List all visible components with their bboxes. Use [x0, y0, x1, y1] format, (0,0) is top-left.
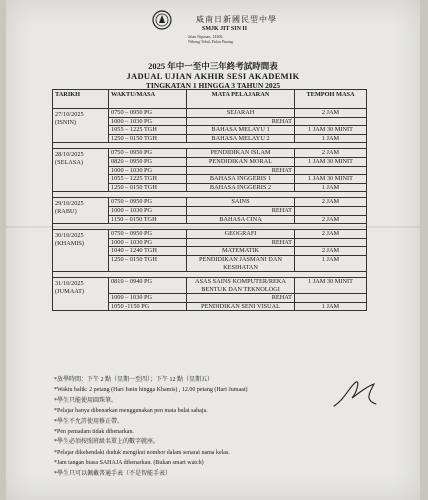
time-cell: 1000 – 1030 PG — [109, 294, 187, 303]
subject-cell: BAHASA MELAYU 1 — [187, 126, 295, 135]
subject-cell: MATEMATIK — [187, 247, 295, 256]
exam-notes — [54, 375, 374, 479]
duration-cell: 1 JAM — [295, 302, 367, 311]
day-name: (SELASA) — [55, 159, 83, 167]
time-cell: 0750 – 0950 PG — [109, 149, 187, 158]
time-cell: 0750 – 0950 PG — [109, 198, 187, 207]
time-cell: 1250 – 0150 TGH — [109, 183, 187, 192]
duration-cell: 2 JAM — [295, 198, 367, 207]
note-line: *學生必須按照班級名單上的數字就座。 — [54, 439, 160, 446]
time-cell: 0750 – 0950 PG — [109, 109, 187, 118]
duration-cell: 1 JAM 30 MINIT — [295, 126, 367, 135]
table-row — [53, 230, 367, 239]
subject-cell: REHAT — [187, 117, 295, 126]
address-line: Nibong Tebal, Pulau Pinang — [188, 39, 233, 44]
subject-cell: PENDIDIKAN SENI VISUAL — [187, 302, 295, 311]
subject-cell: PENDIDIKAN MORAL — [187, 157, 295, 166]
table-row — [53, 198, 367, 207]
header-duration: TEMPOH MASA — [295, 90, 367, 109]
subject-cell: PENDIDIKAN JASMANI DAN KESIHATAN — [187, 255, 295, 271]
note-line: *學生不允許使用修正帶。 — [54, 418, 124, 425]
duration-cell — [295, 117, 367, 126]
title-chinese: 2025 年中一至中三年終考試時間表 — [148, 61, 278, 71]
note-line: *放學時間：下午 2 點（星期一至四）；下午 12 點（星期五） — [54, 377, 214, 383]
title-grade-range: TINGKATAN 1 HINGGA 3 TAHUN 2025 — [145, 81, 281, 90]
subject-cell: BAHASA INGGERIS 2 — [187, 183, 295, 192]
note-line: *Waktu balik: 2 petang (Hari Isnin hingga Khamis) , 12.00 petang (Hari Jumaat) — [54, 387, 248, 394]
note-line: *學生只能使用圓珠筆。 — [54, 397, 118, 404]
note-line: *Pelajar hanya dibenarkan menggunakan pen mata bulat sahaja. — [54, 408, 208, 415]
day-name: (ISNIN) — [55, 119, 76, 126]
time-cell: 1000 – 1030 PG — [109, 117, 187, 126]
day-date: 28/10/2025 — [55, 151, 84, 159]
school-name-chinese: 威南日新國民型中學 — [196, 15, 277, 24]
address-line: Jalan Nipasan, 14300, — [188, 34, 224, 39]
day-date-cell — [53, 149, 109, 192]
time-cell: 1150 – 0150 TGH — [109, 215, 187, 224]
subject-cell: BAHASA MELAYU 2 — [187, 134, 295, 143]
time-cell: 1055 – 1225 TGH — [109, 126, 187, 135]
day-date: 29/10/2025 — [55, 200, 84, 208]
day-date: 27/10/2025 — [55, 111, 84, 118]
duration-cell: 1 JAM — [295, 255, 367, 271]
school-address — [188, 34, 233, 44]
day-date-cell — [53, 198, 109, 224]
time-cell: 1000 – 1030 PG — [109, 166, 187, 175]
note-line: *Pelajar dikehendaki duduk mengikut nombor dalam senarai nama kelas. — [54, 449, 230, 456]
table-row — [53, 278, 367, 294]
day-date-cell — [53, 278, 109, 311]
subject-cell: REHAT — [187, 238, 295, 247]
duration-cell: 2 JAM — [295, 247, 367, 256]
duration-cell: 2 JAM — [295, 230, 367, 239]
note-line: *Jam tangan biasa SAHAJA dibenarkan. (Bukan smart watch) — [54, 460, 204, 467]
time-cell: 1050 -1150 PG — [109, 302, 187, 311]
duration-cell: 1 JAM 30 MINIT — [295, 157, 367, 166]
subject-cell: SAINS — [187, 198, 295, 207]
table-header-row — [53, 90, 367, 109]
signature — [330, 378, 380, 412]
time-cell: 0810 – 0940 PG — [109, 278, 187, 294]
header-subject: MATA PELAJARAN — [187, 90, 295, 109]
school-logo — [152, 10, 172, 30]
duration-cell — [295, 206, 367, 215]
schedule-body — [53, 109, 367, 311]
time-cell: 1000 – 1030 PG — [109, 206, 187, 215]
time-cell: 1250 – 0150 TGH — [109, 134, 187, 143]
time-cell: 1250 – 0150 TGH — [109, 255, 187, 271]
day-date-cell — [53, 230, 109, 272]
duration-cell: 1 JAM 30 MINIT — [295, 278, 367, 294]
duration-cell: 1 JAM 30 MINIT — [295, 175, 367, 184]
subject-cell: BAHASA INGGERIS 1 — [187, 175, 295, 184]
subject-cell: GEOGRAFI — [187, 230, 295, 239]
duration-cell — [295, 238, 367, 247]
subject-cell: REHAT — [187, 206, 295, 215]
time-cell: 1055 – 1225 TGH — [109, 175, 187, 184]
time-cell: 1040 – 1240 TGH — [109, 247, 187, 256]
subject-cell: SEJARAH — [187, 109, 295, 118]
header-time: WAKTU/MASA — [109, 90, 187, 109]
time-cell: 0820 – 0950 PG — [109, 157, 187, 166]
day-date: 31/10/2025 — [55, 280, 84, 288]
duration-cell: 1 JAM — [295, 134, 367, 143]
subject-cell: BAHASA CINA — [187, 215, 295, 224]
subject-cell: PENDIDIKAN ISLAM — [187, 149, 295, 158]
duration-cell: 2 JAM — [295, 149, 367, 158]
note-line: *學生只可以佩戴普通手表（不是智能手表） — [54, 470, 172, 477]
day-date-cell — [53, 109, 109, 143]
day-name: (RABU) — [55, 208, 77, 216]
day-name: (KHAMIS) — [55, 240, 85, 248]
school-name-malay: SMJK JIT SIN II — [202, 26, 248, 32]
duration-cell — [295, 166, 367, 175]
subject-cell: REHAT — [187, 294, 295, 303]
duration-cell: 2 JAM — [295, 215, 367, 224]
day-date: 30/10/2025 — [55, 232, 84, 240]
table-row — [53, 149, 367, 158]
subject-cell: ASAS SAINS KOMPUTER/REKA BENTUK DAN TEKNOLOGI — [187, 278, 295, 294]
subject-cell: REHAT — [187, 166, 295, 175]
time-cell: 0750 – 0950 PG — [109, 230, 187, 239]
duration-cell: 2 JAM — [295, 109, 367, 118]
table-row — [53, 109, 367, 118]
day-name: (JUMAAT) — [55, 288, 85, 296]
header-date: TARIKH — [53, 90, 109, 109]
title-malay: JADUAL UJIAN AKHIR SESI AKADEMIK — [126, 71, 300, 81]
time-cell: 1000 – 1030 PG — [109, 238, 187, 247]
exam-schedule-table — [52, 89, 367, 311]
duration-cell — [295, 294, 367, 303]
duration-cell: 1 JAM — [295, 183, 367, 192]
note-line: *Pen pemadam tidak dibenarkan. — [54, 429, 134, 436]
